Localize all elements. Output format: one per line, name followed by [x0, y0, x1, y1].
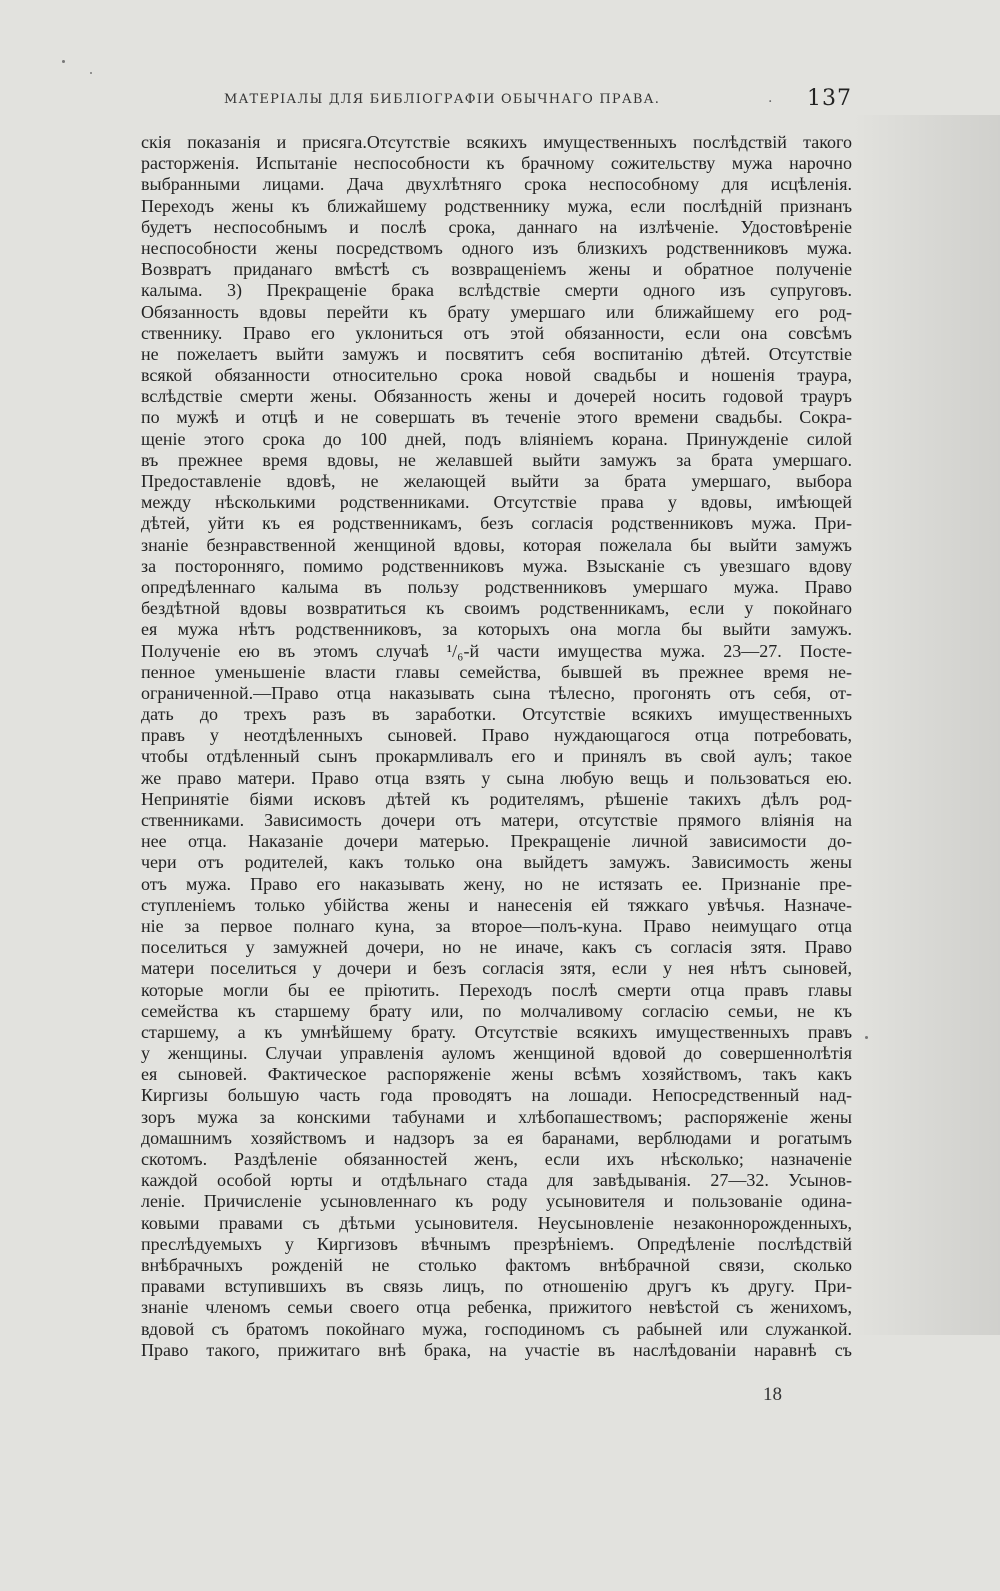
text-line: отъ мужа. Право его наказывать жену, но не истязать ее. Признаніе пре- — [141, 873, 852, 894]
text-line: матери поселиться у дочери и безъ согласія зятя, если у нея нѣтъ сыновей, — [141, 958, 852, 979]
text-line: калыма. 3) Прекращеніе брака вслѣдствіе смерти одного изъ супруговъ. — [141, 280, 852, 301]
text-line: скія показанія и присяга.Отсутствіе всякихъ имущественныхъ послѣдствій такого — [141, 132, 852, 152]
paper-speck — [62, 60, 65, 63]
text-line: дѣтей, уйти къ ея родственникамъ, безъ согласія родственниковъ мужа. При- — [141, 513, 852, 534]
text-line: нее отца. Наказаніе дочери матерью. Прекращеніе личной зависимости до- — [141, 831, 852, 852]
paper-speck — [865, 1036, 868, 1039]
text-line: Полученіе ею въ этомъ случаѣ ¹/₆-й части имущества мужа. 23—27. Посте- — [141, 640, 852, 661]
text-line: опредѣленнаго калыма въ пользу родственниковъ умершаго мужа. Право — [141, 576, 852, 597]
text-line: Право такого, прижитаго внѣ брака, на участіе въ наслѣдованіи наравнѣ съ — [141, 1339, 852, 1360]
text-line: внѣбрачныхъ рожденій не столько фактомъ внѣбрачной связи, сколько — [141, 1254, 852, 1275]
text-line: же право матери. Право отца взять у сына любую вещь и пользоваться ею. — [141, 767, 852, 788]
text-line: Предоставленіе вдовѣ, не желающей выйти за брата умершаго, выбора — [141, 471, 852, 491]
text-line: Непринятіе біями исковъ дѣтей къ родителямъ, рѣшеніе такихъ дѣлъ род- — [141, 788, 852, 809]
text-line: пенное уменьшеніе власти главы семейства, бывшей въ прежнее время не- — [141, 661, 852, 682]
text-line: въ прежнее время вдовы, не желавшей выйти замужъ за брата умершаго. — [141, 449, 852, 470]
text-line: Киргизы большую часть года проводятъ на лошади. Непосредственный над- — [141, 1085, 852, 1106]
text-line: преслѣдуемыхъ у Киргизовъ вѣчнымъ презрѣніемъ. Опредѣленіе послѣдствій — [141, 1233, 852, 1254]
text-line: поселиться у замужней дочери, но не иначе, какъ съ согласія зятя. Право — [141, 937, 852, 958]
text-line: неспособности жены посредствомъ одного изъ близкихъ родственниковъ мужа. — [141, 237, 852, 258]
text-line: правъ у неотдѣленныхъ сыновей. Право нуждающагося отца потребовать, — [141, 725, 852, 746]
text-line: щеніе этого срока до 100 дней, подъ вліяніемъ корана. Принужденіе силой — [141, 428, 852, 449]
paper-speck — [90, 72, 92, 74]
text-line: ственнику. Право его уклониться отъ этой обязанности, если она совсѣмъ — [141, 322, 852, 343]
running-title: МАТЕРІАЛЫ ДЛЯ БИБЛІОГРАФІИ ОБЫЧНАГО ПРАВА. — [224, 92, 661, 107]
text-line: вслѣдствіе смерти жены. Обязанность жены и дочерей носить годовой трауръ — [141, 386, 852, 407]
printer-signature: 18 — [763, 1384, 782, 1405]
text-line: Переходъ жены къ ближайшему родственнику мужа, если послѣдній признанъ — [141, 195, 852, 216]
page-header — [224, 88, 852, 116]
page-number: 137 — [807, 86, 852, 111]
text-line: расторженія. Испытаніе неспособности къ брачному сожительству мужа нарочно — [141, 153, 852, 174]
text-line: всякой обязанности относительно срока новой свадьбы и ношенія траура, — [141, 365, 852, 386]
text-line: ступленіемъ только убійства жены и нанесенія ей тяжкаго увѣчья. Назначе- — [141, 894, 852, 915]
text-line: Обязанность вдовы перейти къ брату умершаго или ближайшему его род- — [141, 301, 852, 322]
text-line: вдовой съ братомъ покойнаго мужа, господиномъ съ рабыней или служанкой. — [141, 1318, 852, 1339]
text-line: ковыми правами съ дѣтьми усыновителя. Неусыновленіе незаконнорожденныхъ, — [141, 1212, 852, 1233]
text-line: чери отъ родителей, какъ только она выйдетъ замужъ. Зависимость жены — [141, 852, 852, 873]
text-line: Возвратъ приданаго вмѣстѣ съ возвращеніемъ жены и обратное полученіе — [141, 259, 852, 280]
text-line: знаніе членомъ семьи своего отца ребенка, прижитого невѣстой съ женихомъ, — [141, 1297, 852, 1318]
text-line: за посторонняго, помимо родственниковъ мужа. Взысканіе съ увезшаго вдову — [141, 555, 852, 576]
text-line: выбранными лицами. Дача двухлѣтняго срока неспособному для исцѣленія. — [141, 174, 852, 195]
text-line: которые могли бы ее пріютить. Переходъ послѣ смерти отца правъ главы — [141, 979, 852, 1000]
text-line: правами вступившихъ въ связь лицъ, по отношенію другъ къ другу. При- — [141, 1276, 852, 1297]
header-dot: · — [768, 94, 773, 110]
text-line: будетъ неспособнымъ и послѣ срока, даннаго на излѣченіе. Удостовѣреніе — [141, 216, 852, 237]
text-line: ственниками. Зависимость дочери отъ матери, отсутствіе прямого вліянія на — [141, 810, 852, 830]
text-line: знаніе безнравственной женщиной вдовы, которая пожелала бы выйти замужъ — [141, 534, 852, 555]
text-line: каждой особой юрты и отдѣльнаго стада для завѣдыванія. 27—32. Усынов- — [141, 1170, 852, 1191]
text-line: домашнимъ хозяйствомъ и надзоръ за ея баранами, верблюдами и рогатымъ — [141, 1127, 852, 1148]
text-line: чтобы отдѣленный сынъ прокармливалъ его и принялъ въ свой аулъ; такое — [141, 746, 852, 767]
text-line: ограниченной.—Право отца наказывать сына тѣлесно, прогонять отъ себя, от- — [141, 682, 852, 703]
text-line: дать до трехъ разъ въ заработки. Отсутствіе всякихъ имущественныхъ — [141, 704, 852, 725]
text-line: не пожелаетъ выйти замужъ и посвятитъ себя воспитанію дѣтей. Отсутствіе — [141, 343, 852, 364]
text-line: по мужѣ и отцѣ и не совершать въ теченіе этого времени свадьбы. Сокра- — [141, 407, 852, 428]
facing-page-bleed — [852, 115, 1000, 1335]
text-line: семейства къ старшему брату или, по молчаливому согласію семьи, не къ — [141, 1000, 852, 1021]
text-line: между нѣсколькими родственниками. Отсутствіе права у вдовы, имѣющей — [141, 492, 852, 513]
text-line: ея сыновей. Фактическое распоряженіе жены всѣмъ хозяйствомъ, такъ какъ — [141, 1064, 852, 1085]
text-line: старшему, а къ умнѣйшему брату. Отсутствіе всякихъ имущественныхъ правъ — [141, 1021, 852, 1042]
text-line: леніе. Причисленіе усыновленнаго къ роду усыновителя и пользованіе одина- — [141, 1191, 852, 1212]
text-line: ніе за первое полнаго куна, за второе—полъ-куна. Право неимущаго отца — [141, 915, 852, 936]
text-line: бездѣтной вдовы возвратиться къ своимъ родственникамъ, если у покойнаго — [141, 598, 852, 619]
text-line: ея мужа нѣтъ родственниковъ, за которыхъ она могла бы выйти замужъ. — [141, 619, 852, 640]
text-line: зоръ мужа за конскими табунами и хлѣбопашествомъ; распоряженіе жены — [141, 1106, 852, 1127]
body-text — [141, 132, 852, 1361]
text-line: у женщины. Случаи управленія ауломъ женщиной вдовой до совершеннолѣтія — [141, 1043, 852, 1064]
text-line: скотомъ. Раздѣленіе обязанностей женъ, если ихъ нѣсколько; назначеніе — [141, 1149, 852, 1169]
